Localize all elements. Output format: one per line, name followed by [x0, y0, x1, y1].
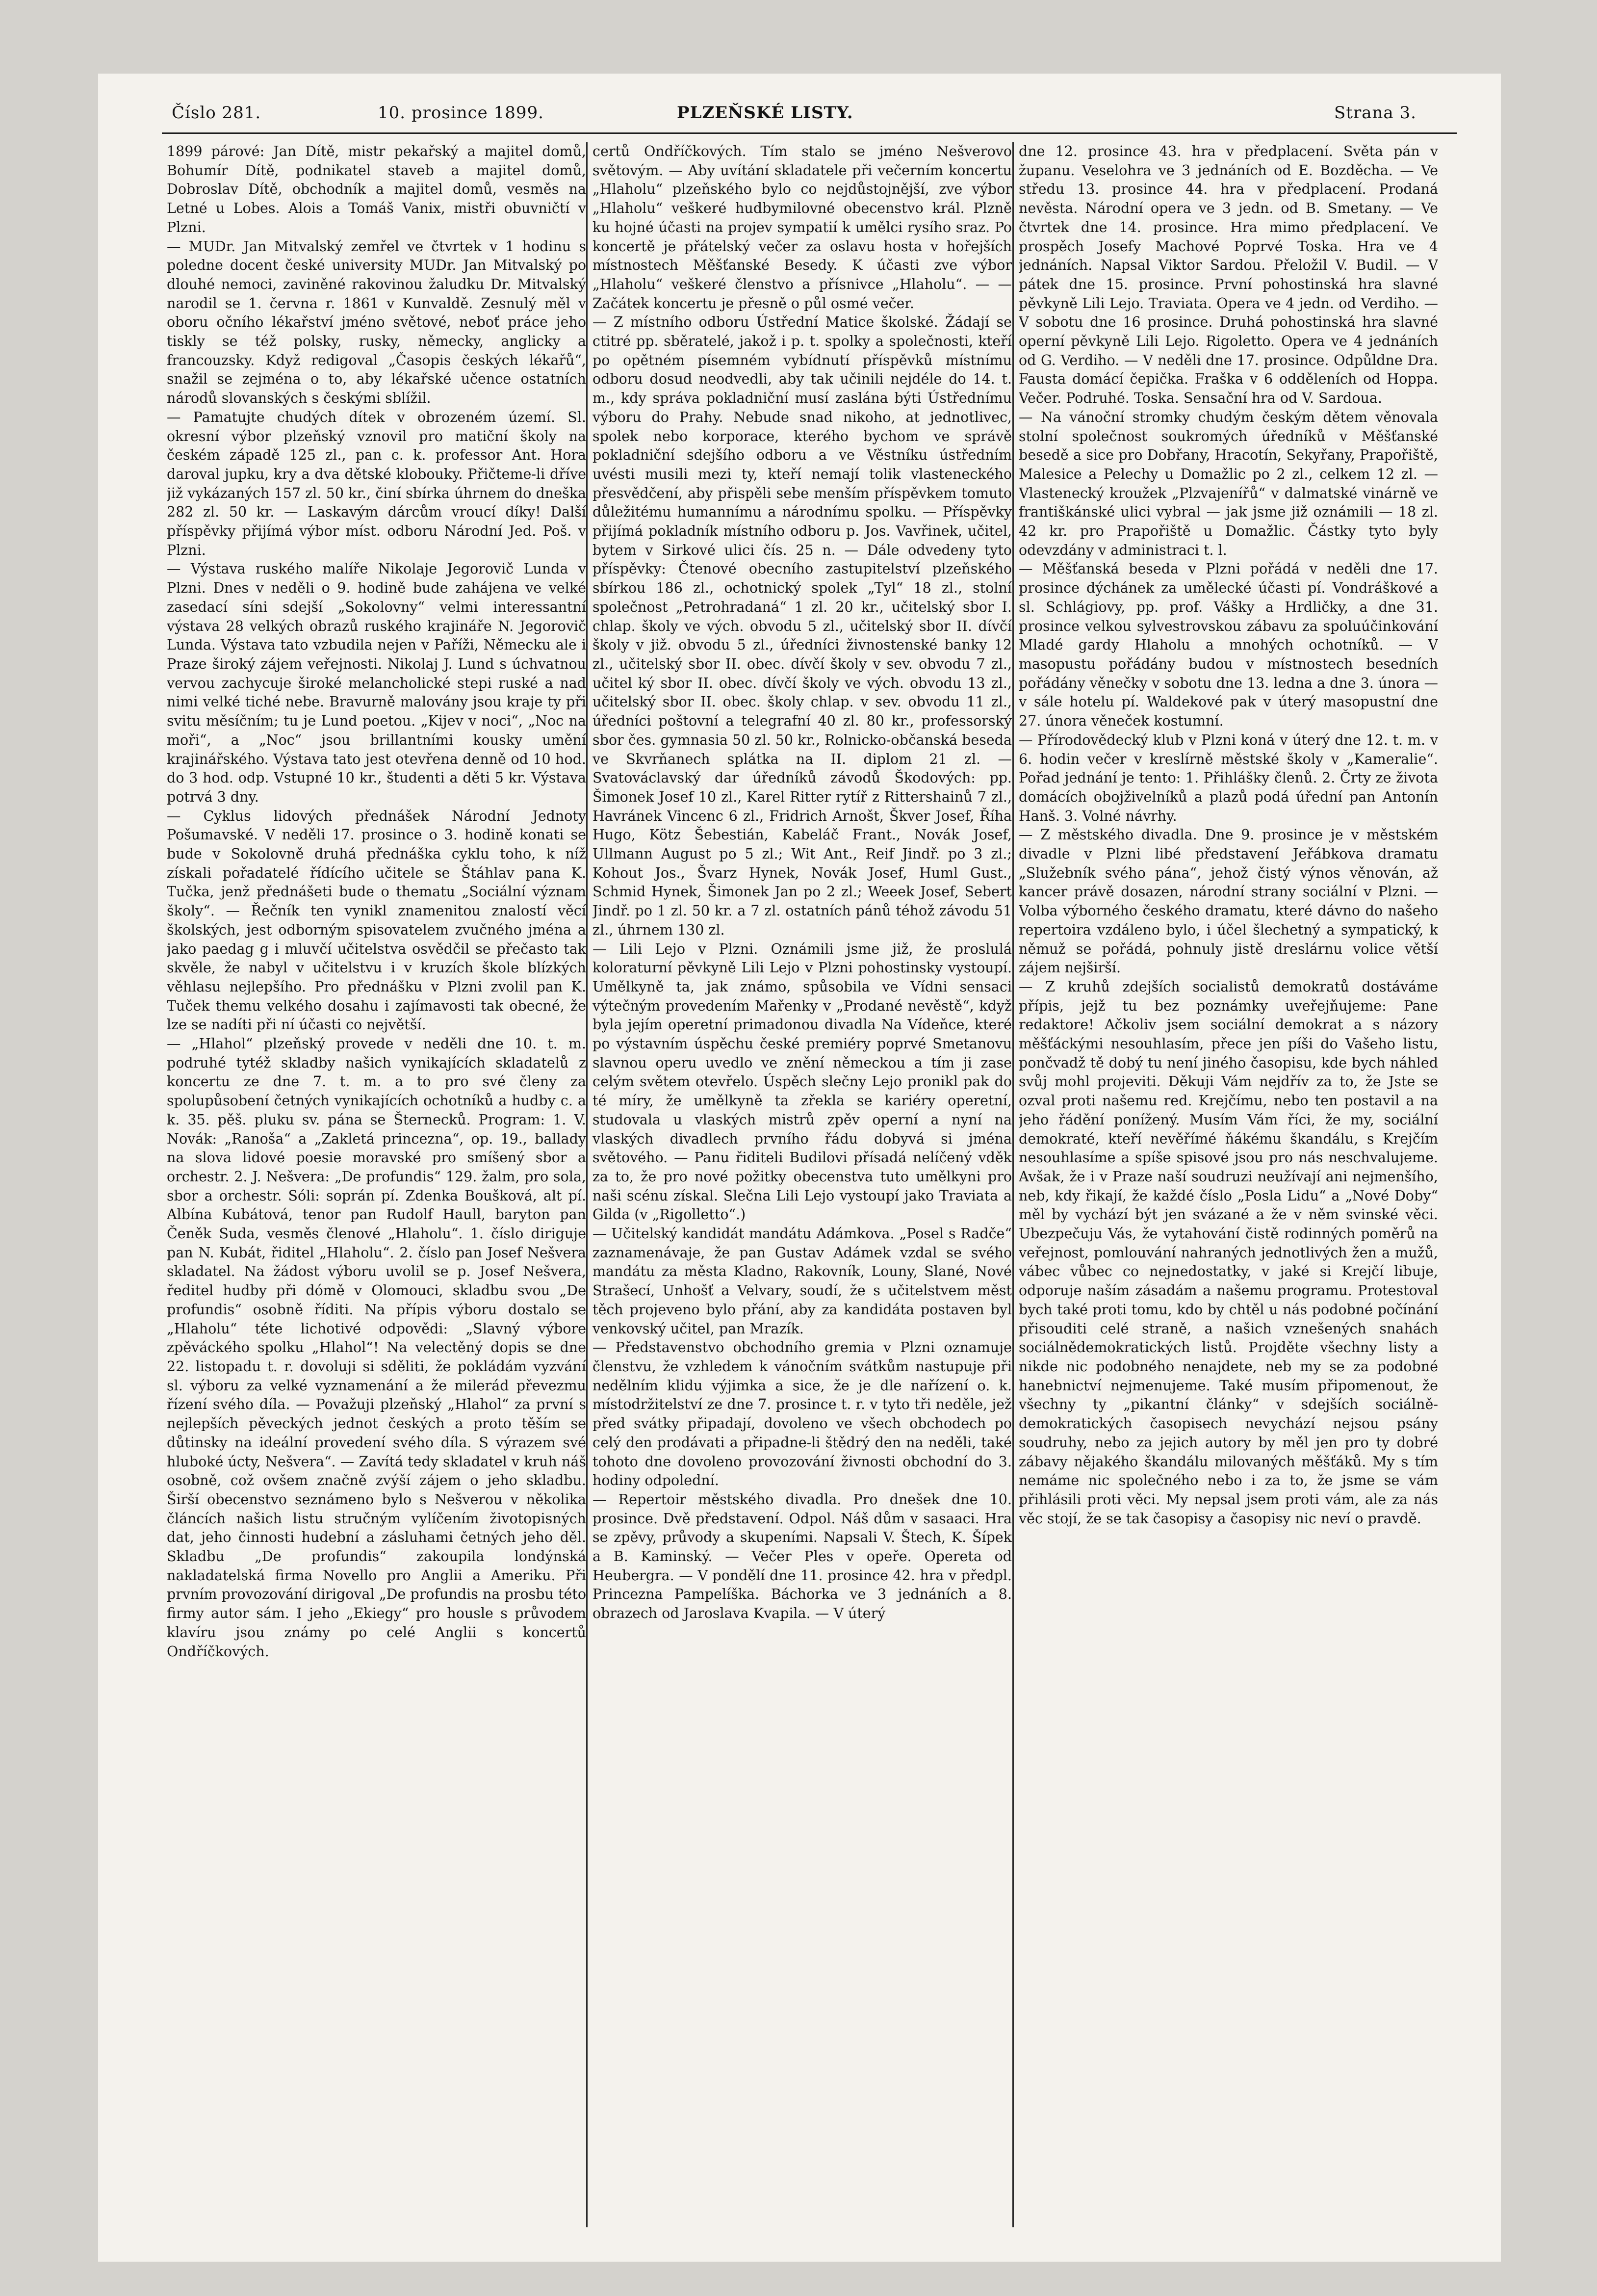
newspaper-page [98, 74, 1501, 2262]
column-rule [586, 142, 588, 2227]
column-rule [1012, 142, 1014, 2227]
article-paragraph: — Z městského divadla. Dne 9. prosince je v městském divadle v Plzni libé představení Jeřábkova dramatu „Služebník svého pána“, jehož čistý výnos věnován, až kancer právě dosazen, národní strany sociální v Plzni. — Volba výborného českého dramatu, které dávno do našeho repertoira vzdáleno bylo, i účel šlechetný a sympatický, k němuž se pořádá, pohnuly jistě dreslárnu volice větší zájem nejširší. [1019, 827, 1438, 976]
article-paragraph: — Repertoir městského divadla. Pro dnešek dne 10. prosince. Dvě představení. Odpol. Náš dům v sasaaci. Hra se zpěvy, průvody a skupeními. Napsali V. Štech, K. Šípek a B. Kaminský. — Večer Ples v opeře. Opereta od Heubergra. — V pondělí dne 11. prosince 42. hra v předpl. Princezna Pampelíška. Báchorka ve 3 jednáních a 8. obrazech od Jaroslava Kvapila. — V úterý [592, 1491, 1012, 1622]
article-paragraph: — Na vánoční stromky chudým českým dětem věnovala stolní společnost soukromých úředníků v Měšťanské besedě a sice pro Dobřany, Hracotín, Sekyřany, Prapořiště, Malesice a Pelechy u Domažlic po 2 zl., celkem 12 zl. — Vlastenecký kroužek „Plzvajenířů“ v dalmatské vinárně ve františkánské ulici vybral — jak jsme již oznámili — 18 zl. 42 kr. pro Prapořiště u Domažlic. Částky tyto byly odevzdány v administraci t. l. [1019, 409, 1438, 558]
column-2 [592, 142, 1012, 2227]
article-paragraph: — Pamatujte chudých dítek v obrozeném území. Sl. okresní výbor plzeňský vznovil pro matiční školy na českém západě 125 zl., pan c. k. professor Ant. Hora daroval jupku, kry a dva dětské klobouky. Přičteme-li dříve již vykázaných 157 zl. 50 kr., činí sbírka úhrnem do dneška 282 zl. 50 kr. — Laskavým dárcům vroucí díky! Další příspěvky přijímá výbor míst. odboru Národní Jed. Poš. v Plzni. [167, 409, 586, 558]
newspaper-title: PLZEŇSKÉ LISTY. [677, 103, 853, 123]
article-paragraph: — Z kruhů zdejších socialistů demokratů dostáváme přípis, jejž tu bez poznámky uveřejňujeme: Pane redaktore! Ačkoliv jsem sociální demokrat a s názory měšťáckými nesouhlasím, přece jen píši do Vašeho listu, pončvadž tě dobý tu není jiného časopisu, kde bych náhled svůj mohl projeviti. Děkuji Vám nejdřív za to, že Jste se ozval proti našemu red. Krejčímu, nebo ten postavil a na jeho řádění ponížený. Musím Vám říci, že my, sociální demokraté, kteří nevěřímé ňákému škandálu, s Krejčím nesouhlasíme a spíše spisové jsou pro nás neschvalujeme. Avšak, že i v Praze naší soudruzi neužívají ani nejmenšího, neb, kdy řikají, že každé číslo „Posla Lidu“ a „Nové Doby“ měl by vychází být jen svázané a že v něm svinské věci. Ubezpečuju Vás, že vytahování čistě rodinných poměrů na veřejnost, pomlouvání nahraných jednotlivých žen a mužů, vábec vůbec co nejnedostatky, v jaké si Krejčí libuje, odporuje naším zásadám a našemu programu. Protestoval bych také proti tomu, kdo by chtěl u nás podobné počínání přisouditi celé straně, a našich vznešených snahách sociálnědemokratických listů. Projděte všechny listy a nikde nic podobného nenajdete, neb my se za podobné hanebnictví nejmenujeme. Také musím připomenout, že všechny ty „pikantní články“ v sdejších sociálně-demokratických časopisech nevychází nejsou psány soudruhy, nebo za jejich autory by měl jen pro ty dobré zábavy nějakého škandálu milovaných měšťáků. My s tím nemáme nic společného nebo i za to, že jsme se vám přihlásili proti věci. My nepsal jsem proti vám, ale za nás věc stojí, že se tak časopisy a časopisy nic neví o pravdě. [1019, 978, 1438, 1527]
page-number: Strana 3. [1334, 103, 1417, 123]
article-paragraph: — Výstava ruského malíře Nikolaje Jegorovič Lunda v Plzni. Dnes v neděli o 9. hodině bude zahájena ve velké zasedací síni sdejší „Sokolovny“ velmi interessantní výstava 28 velkých obrazů ruského krajináře N. Jegorovič Lunda. Výstava tato vzbudila nejen v Paříži, Německu ale i Praze široký zájem veřejnosti. Nikolaj J. Lund s úchvatnou vervou zachycuje široké melancholické stepi ruské a nad nimi velké tiché nebe. Bravurně malovány jsou kraje ty při svitu měsíčním; tu je Lund poetou. „Kijev v noci“, „Noc na moři“, a „Noc“ jsou brillantními kousky umění krajinářského. Výstava tato jest otevřena denně od 10 hod. do 3 hod. odp. Vstupné 10 kr., študenti a děti 5 kr. Výstava potrvá 3 dny. [167, 561, 586, 805]
article-paragraph: 1899 párové: Jan Dítě, mistr pekařský a majitel domů, Bohumír Dítě, podnikatel staveb a majitel domů, Dobroslav Dítě, obchodník a majitel domů, vesměs na Letné u Lobes. Alois a Tomáš Vanix, mistři obuvničtí v Plzni. [167, 143, 586, 235]
article-paragraph: — Učitelský kandidát mandátu Adámkova. „Posel s Radče“ zaznamenávaje, že pan Gustav Adámek vzdal se svého mandátu za města Kladno, Rakovník, Louny, Slané, Nové Strašecí, Unhošť a Velvary, soudí, že s učitelstvem měst těch projeveno bylo přání, aby za kandidáta postaven byl venkovský učitel, pan Mrazík. [592, 1226, 1012, 1337]
issue-number: Číslo 281. [172, 103, 261, 123]
article-paragraph: — Měšťanská beseda v Plzni pořádá v neděli dne 17. prosince dýchánek za umělecké účasti pí. Vondráškové a sl. Schlágiovy, pp. prof. Vášky a Hrdličky, a dne 31. prosince velkou sylvestrovskou zábavu za spoluúčinkování Mladé gardy Hlaholu a mnohých ochotníků. — V masopustu pořádány budou v místnostech besedních pořádány věnečky v sobotu dne 13. ledna a dne 3. února — v sále hotelu pí. Waldekové pak v úterý masopustní dne 27. února věneček kostumní. [1019, 561, 1438, 730]
article-paragraph: — Z místního odboru Ústřední Matice školské. Žádají se ctitré pp. sběratelé, jakož i p. t. spolky a společnosti, kteří po opětném písemném vybídnutí příspěvků místnímu odboru dosud neodvedli, aby tak učinili nejdéle do 14. t. m., kdy správa pokladniční musí zaslána býti Ústřednímu výboru do Prahy. Nebude snad nikoho, at jednotlivec, spolek nebo korporace, kterého bychom ve správě pokladniční sdejšího odboru a ve Věstníku ústředním uvésti musili mezi ty, kteří nemají tolik vlasteneckého přesvědčení, aby přispěli sebe menším příspěvkem tomuto důležitému humannímu a národnímu spolku. — Příspěvky přijímá pokladník místního odboru p. Jos. Vavřinek, učitel, bytem v Sirkové ulici čís. 25 n. — Dále odvedeny tyto příspěvky: Čtenové obecního zastupitelství plzeňského sbírkou 186 zl., ochotnický spolek „Tyl“ 18 zl., stolní společnost „Petrohradaná“ 1 zl. 20 kr., učitelský sbor I. chlap. školy ve vých. obvodu 5 zl., učitelský sbor II. dívčí školy v již. obvodu 5 zl., úředníci živnostenské banky 12 zl., učitelský sbor II. obec. dívčí školy v sev. obvodu 7 zl., učitel ký sbor II. obec. dívčí školy ve vých. obvodu 13 zl., učitelský sbor II. obec. školy chlap. v sev. obvodu 11 zl., úředníci poštovní a telegrafní 40 zl. 80 kr., professorský sbor čes. gymnasia 50 zl. 50 kr., Rolnicko-občanská beseda ve Skvrňanech splátka na II. diplom 21 zl. — Svatováclavský dar úředníků závodů Škodových: pp. Šimonek Josef 10 zl., Karel Ritter rytíř z Rittershainů 7 zl., Havránek Vincenc 6 zl., Fridrich Arnošt, Škver Josef, Říha Hugo, Kötz Šebestián, Kabeláč Frant., Novák Josef, Ullmann August po 5 zl.; Wit Ant., Reif Jindř. po 3 zl.; Kohout Jos., Švarz Hynek, Novák Josef, Huml Gust., Schmid Hynek, Šimonek Jan po 2 zl.; Weeek Josef, Sebert Jindř. po 1 zl. 50 kr. a 7 zl. ostatních pánů téhož závodu 51 zl., úhrnem 130 zl. [592, 314, 1012, 938]
article-paragraph: — „Hlahol“ plzeňský provede v neděli dne 10. t. m. podruhé tytéž skladby našich vynikajících skladatelů z koncertu ze dne 7. t. m. a to pro své členy za spolupůsobení četných vynikajících ochotníků a hudby c. a k. 35. pěš. pluku sv. pána se Šternecků. Program: 1. V. Novák: „Ranoša“ a „Zakletá princezna“, op. 19., ballady na slova lidové poesie moravské pro smíšený sbor a orchestr. 2. J. Nešvera: „De profundis“ 129. žalm, pro sola, sbor a orchestr. Sóli: soprán pí. Zdenka Boušková, alt pí. Albína Kubátová, tenor pan Rudolf Haull, baryton pan Čeněk Suda, vesměs členové „Hlaholu“. 1. číslo diriguje pan N. Kubát, řiditel „Hlaholu“. 2. číslo pan Josef Nešvera skladatel. Na žádost výboru uvolil se p. Josef Nešvera, ředitel hudby při dómě v Olomouci, skladbu svou „De profundis“ osobně říditi. Na přípis výboru dostalo se „Hlaholu“ téte lichotivé odpovědi: „Slavný výbore zpěváckého spolku „Hlahol“! Na velectěný dopis se dne 22. listopadu t. r. dovoluji si sděliti, že pokládám vyzvání sl. výboru za velké vyznamenání a že milerád převezmu řízení svého díla. — Považuji plzeňský „Hlahol“ za první s nejlepších pěveckých jednot českých a proto těším se důtinsky na ideální provedení svého díla. S výrazem své hluboké úcty, Nešvera“. — Zavítá tedy skladatel v kruh náš osobně, což ovšem značně zvýší zájem o jeho skladbu. Širší obecenstvo seznámeno bylo s Nešverou v několika článcích našich listu stručným vylíčením životopisných dat, jeho činnosti hudební a zásluhami četných jeho děl. Skladbu „De profundis“ zakoupila londýnská nakladatelská firma Novello pro Anglii a Ameriku. Při prvním provozování dirigoval „De profundis na prosbu této firmy autor sám. I jeho „Ekiegy“ pro housle s průvodem klavíru jsou známy po celé Anglii s koncertů Ondříčkových. [167, 1036, 586, 1660]
column-3 [1019, 142, 1438, 2227]
article-paragraph: — Cyklus lidových přednášek Národní Jednoty Pošumavské. V neděli 17. prosince o 3. hodině konati se bude v Sokolovně druhá přednáška cyklu toho, k níž získali pořadatelé řídícího učitele se Štáhlav pana K. Tučka, jenž přednášeti bude o thematu „Sociální význam školy“. — Řečník ten vynikl znamenitou znalostí věcí školských, jest odborným spisovatelem zvučného jména a jako paedag g i mluvčí učitelstva osvědčil se přečasto tak skvěle, že nabyl v učitelstvu i v kruzích škole blízkých věhlasu nejlepšího. Pro přednášku v Plzni zvolil pan K. Tuček themu velkého dosahu i zajímavosti tak obecné, že lze se nadíti při ní účasti co největší. [167, 808, 586, 1033]
article-paragraph: — Představenstvo obchodního gremia v Plzni oznamuje členstvu, že vzhledem k vánočním svátkům nastupuje při nedělním klidu výjimka a sice, že je dle nařízení o. k. místodržitelství ze dne 7. prosince t. r. v tyto tři neděle, jež před svátky připadají, dovoleno ve všech obchodech po celý den prodávati a připadne-li štědrý den na neděli, také tohoto dne dovoleno provozování živnosti obchodní do 3. hodiny odpolední. [592, 1339, 1012, 1489]
page-header [98, 103, 1501, 142]
header-rule [162, 132, 1457, 134]
article-paragraph: — MUDr. Jan Mitvalský zemřel ve čtvrtek v 1 hodinu s poledne docent české university MUDr. Jan Mitvalský po dlouhé nemoci, zaviněné rakovinou žaludku Dr. Mitvalský narodil se 1. června r. 1861 v Kunvaldě. Zesnulý měl v oboru očního lékařství jméno světové, neboť práce jeho tiskly se též polsky, rusky, německy, anglicky a francouzsky. Když redigoval „Časopis českých lékařů“, snažil se zejména o to, aby lékařské učence ostatních národů slovanských s českými sblížil. [167, 238, 586, 407]
column-1 [167, 142, 586, 2227]
article-paragraph: certů Ondříčkových. Tím stalo se jméno Nešverovo světovým. — Aby uvítání skladatele při večerním koncertu „Hlaholu“ plzeňského bylo co nejdůstojnější, zve výbor „Hlaholu“ veškeré hudbymilovné obecenstvo král. Plzně ku hojné účasti na projev sympatií k umělci rysího sraz. Po koncertě je přátelský večer za oslavu hosta v hořejších místnostech Měšťanské Besedy. K účasti zve výbor „Hlaholu“ veškeré členstvo a přísnivce „Hlaholu“. — — Začátek koncertu je přesně o půl osmé večer. [592, 143, 1012, 312]
article-paragraph: — Přírodovědecký klub v Plzni koná v úterý dne 12. t. m. v 6. hodin večer v kreslírně městské školy v „Kameralie“. Pořad jednání je tento: 1. Přihlášky členů. 2. Črty ze života domácích obojživelníků a plazů podá úřední pan Antonín Hanš. 3. Volné návrhy. [1019, 731, 1438, 824]
issue-date: 10. prosince 1899. [378, 103, 544, 123]
article-paragraph: dne 12. prosince 43. hra v předplacení. Světa pán v županu. Veselohra ve 3 jednáních od E. Bozděcha. — Ve středu 13. prosince 44. hra v předplacení. Prodaná nevěsta. Národní opera ve 3 jedn. od B. Smetany. — Ve čtvrtek dne 14. prosince. Hra mimo předplacení. Ve prospěch Josefy Machové Poprvé Toska. Hra ve 4 jednáních. Napsal Viktor Sardou. Přeložil V. Budil. — V pátek dne 15. prosince. První pohostinská hra slavné pěvkyně Lili Lejo. Traviata. Opera ve 4 jedn. od Verdiho. — V sobotu dne 16 prosince. Druhá pohostinská hra slavné operní pěvkyně Lili Lejo. Rigoletto. Opera ve 4 jednáních od G. Verdiho. — V neděli dne 17. prosince. Odpůldne Dra. Fausta domácí čepička. Fraška v 6 odděleních od Hoppa. Večer. Podruhé. Toska. Sensační hra od V. Sardoua. [1019, 143, 1438, 407]
article-paragraph: — Lili Lejo v Plzni. Oznámili jsme již, že proslulá koloraturní pěvkyně Lili Lejo v Plzni pohostinsky vystoupí. Umělkyně ta, jak známo, spůsobila ve Vídni sensaci výtečným provedením Mařenky v „Prodané nevěstě“, když byla jejím operetní primadonou divadla Na Vídeňce, které po výstavním úspěchu české premiéry poprvé Smetanovu slavnou operu uvedlo ve znění německou a tím ji zase celým světem otevřelo. Úspěch slečny Lejo pronikl pak do té míry, že umělkyně ta zřekla se kariéry operetní, studovala u vlaských mistrů zpěv operní a nyní na vlaských divadlech prvního řádu dobyvá si jména světového. — Panu řiditeli Budilovi přísadá nelíčený vděk za to, že pro nové požitky obecenstva tuto umělkyni pro naši scénu získal. Slečna Lili Lejo vystoupí jako Traviata a Gilda (v „Rigolletto“.) [592, 940, 1012, 1223]
